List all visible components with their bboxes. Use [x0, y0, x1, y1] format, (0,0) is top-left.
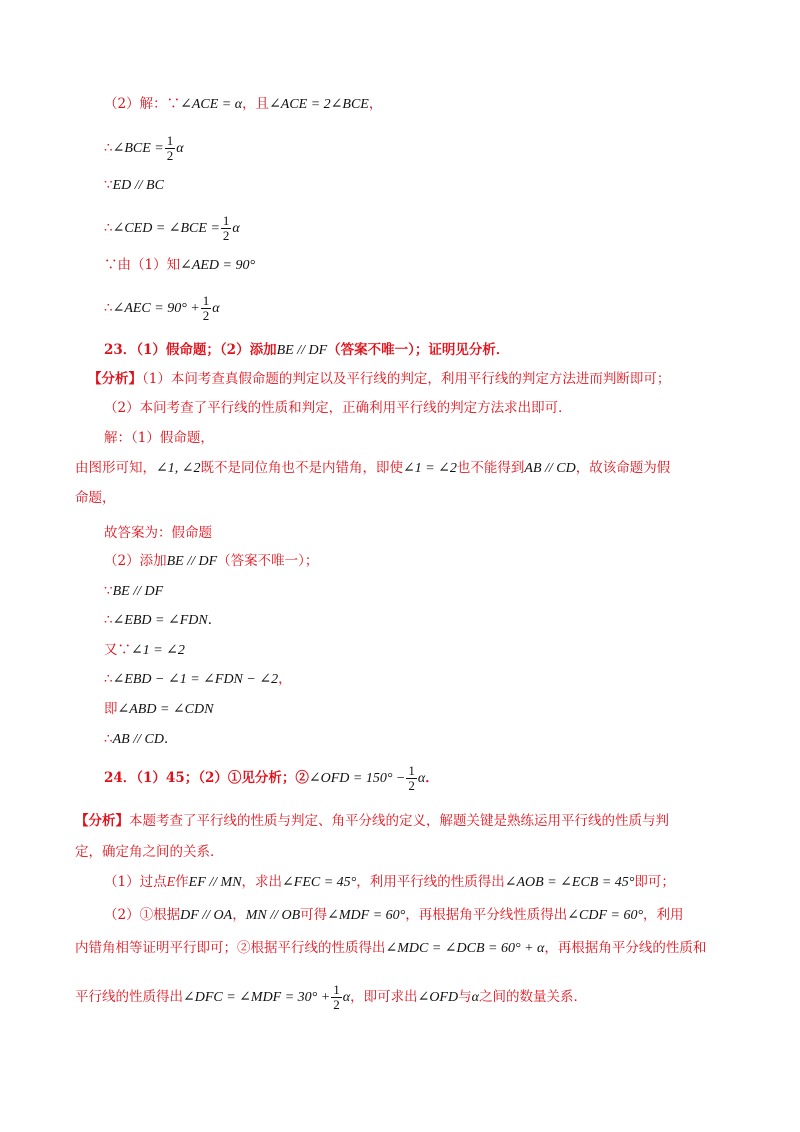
- q23-solution-8: [104, 641, 185, 660]
- math-expr: ∠1 = ∠2: [131, 643, 185, 658]
- fraction-numerator: 1: [333, 982, 340, 997]
- text-fragment: （2）添加: [104, 553, 167, 569]
- q23-solution-4: [104, 524, 212, 542]
- math-expr: ∠EBD = ∠FDN: [112, 613, 208, 628]
- because-symbol: ∵: [104, 583, 113, 599]
- math-expr: ∠OFD = 150° −: [308, 771, 406, 786]
- q24-analysis-2: [75, 843, 224, 861]
- q24-point-4: [75, 983, 587, 1012]
- therefore-symbol: ∴: [104, 731, 113, 747]
- math-expr: α: [232, 221, 240, 236]
- math-expr: ∠CED = ∠BCE =: [112, 221, 220, 236]
- therefore-symbol: ∴: [104, 671, 113, 687]
- math-expr: α: [471, 990, 479, 1005]
- math-expr: ∠CDF = 60°: [567, 908, 644, 923]
- math-expr: α: [176, 141, 184, 156]
- math-expr: ∠BCE =: [112, 141, 164, 156]
- fraction-denominator: 2: [408, 778, 415, 793]
- math-expr: ∠AOB = ∠ECB = 45°: [504, 875, 635, 890]
- math-expr: ∠ACE = 2∠BCE: [269, 97, 369, 112]
- therefore-symbol: ∴: [104, 300, 113, 316]
- math-expr: ∠ACE = α: [180, 97, 243, 112]
- text-fragment: ．: [207, 612, 222, 628]
- line-part2-aec: [104, 294, 220, 323]
- q23-solution-1: [104, 429, 214, 447]
- text-fragment: （2）①根据: [104, 907, 181, 923]
- because-symbol: ∵: [166, 96, 181, 112]
- text-fragment: （答案不唯一）；证明见分析．: [327, 342, 510, 358]
- fraction-denominator: 2: [166, 148, 174, 163]
- therefore-symbol: ∴: [104, 220, 113, 236]
- fraction: [221, 214, 232, 243]
- math-expr: α: [417, 771, 426, 786]
- math-expr: ∠1 = ∠2: [402, 461, 457, 476]
- text-fragment: （1）本问考查真假命题的判定以及平行线的判定，利用平行线的判定方法进而判断即可；: [142, 371, 671, 387]
- line-part2-aed: [104, 256, 255, 275]
- fraction-numerator: 1: [408, 763, 415, 778]
- line-part2-parallel: [104, 176, 164, 195]
- text-fragment: 平行线的性质得出: [75, 989, 183, 1005]
- q24-analysis-1: [75, 812, 669, 830]
- text-fragment: ，: [232, 907, 246, 923]
- q23-solution-5: [104, 552, 318, 571]
- text-fragment: 又: [104, 642, 118, 658]
- text-fragment: 命题，: [75, 490, 116, 506]
- q23-solution-7: [104, 611, 221, 630]
- text-fragment: ，利用平行线的性质得出: [356, 874, 505, 890]
- math-expr: ∠1, ∠2: [156, 461, 201, 476]
- text-fragment: 解：（1）假命题，: [104, 430, 214, 446]
- math-expr: MN // OB: [245, 908, 301, 923]
- text-fragment: 也不能得到: [456, 460, 525, 476]
- text-fragment: 由（1）知: [117, 257, 181, 273]
- q23-analysis-1: [88, 370, 670, 388]
- text-fragment: 即可；: [634, 874, 675, 890]
- text-fragment: 由图形可知，: [75, 460, 156, 476]
- math-expr: AB // CD: [112, 732, 164, 747]
- math-expr: BE // DF: [166, 554, 218, 569]
- fraction-denominator: 2: [333, 997, 340, 1012]
- math-expr: ∠EBD − ∠1 = ∠FDN − ∠2: [112, 672, 279, 687]
- fraction: [165, 134, 176, 163]
- q23-solution-3: [75, 489, 116, 507]
- text-fragment: 作: [175, 874, 189, 890]
- math-expr: ∠FEC = 45°: [282, 875, 357, 890]
- line-part2-bce: [104, 134, 184, 163]
- q24-point-2: [104, 906, 684, 925]
- fraction-denominator: 2: [222, 228, 230, 243]
- q23-answer-header: [104, 341, 509, 360]
- math-expr: α: [342, 990, 351, 1005]
- text-fragment: ．: [163, 731, 178, 747]
- text-fragment: ．: [425, 770, 439, 786]
- text-fragment: ，且: [242, 96, 270, 112]
- text-fragment: ，: [278, 671, 292, 687]
- therefore-symbol: ∴: [104, 140, 113, 156]
- math-expr: BE // DF: [276, 343, 328, 358]
- text-fragment: ，利用: [643, 907, 684, 923]
- math-expr: ∠MDC = ∠DCB = 60° + α: [385, 941, 545, 956]
- text-fragment: （2）本问考查了平行线的性质和判定，正确利用平行线的判定方法求出即可．: [104, 400, 572, 416]
- text-fragment: 既不是同位角也不是内错角，即使: [200, 460, 403, 476]
- q23-solution-2: [75, 459, 670, 478]
- math-expr: E: [166, 875, 176, 890]
- math-expr: ∠AEC = 90° +: [112, 301, 200, 316]
- text-fragment: 本题考查了平行线的性质与判定、角平分线的定义，解题关键是熟练运用平行线的性质与判: [129, 813, 669, 829]
- q24-point-3: [75, 939, 706, 958]
- therefore-symbol: ∴: [104, 612, 113, 628]
- math-expr: AB // CD: [524, 461, 576, 476]
- q24-answer-header: [104, 764, 439, 793]
- math-expr: DF // OA: [180, 908, 233, 923]
- q23-solution-9: [104, 670, 292, 689]
- q23-solution-11: [104, 730, 177, 749]
- text-fragment: 内错角相等证明平行即可；②根据平行线的性质得出: [75, 940, 386, 956]
- math-expr: ∠MDF = 60°: [327, 908, 406, 923]
- text-fragment: ，故该命题为假: [575, 460, 671, 476]
- text-fragment: 23．（1）假命题；（2）添加: [104, 342, 277, 358]
- text-fragment: ，即可求出: [350, 989, 418, 1005]
- text-fragment: 之间的数量关系．: [478, 989, 587, 1005]
- fraction: [406, 764, 417, 793]
- fraction-numerator: 1: [202, 293, 210, 308]
- text-fragment: （1）过点: [104, 874, 167, 890]
- text-fragment: ，: [368, 96, 383, 112]
- math-expr: ∠OFD: [417, 990, 459, 1005]
- text-fragment: 即: [104, 701, 118, 717]
- math-expr: BE // DF: [112, 584, 164, 599]
- math-expr: ∠DFC = ∠MDF = 30° +: [183, 990, 331, 1005]
- text-fragment: 故答案为：假命题: [104, 525, 212, 541]
- math-expr: ∠ABD = ∠CDN: [117, 702, 214, 717]
- part2-label: （2）解：: [104, 96, 167, 112]
- analysis-tag: 【分析】: [75, 813, 129, 829]
- math-expr: ∠AED = 90°: [180, 258, 256, 273]
- q23-analysis-2: [104, 399, 572, 417]
- fraction-numerator: 1: [166, 133, 174, 148]
- math-expr: EF // MN: [188, 875, 242, 890]
- because-symbol: ∵: [104, 177, 113, 193]
- q23-solution-6: [104, 582, 163, 601]
- fraction: [201, 294, 212, 323]
- q24-point-1: [104, 873, 675, 892]
- math-expr: α: [212, 301, 220, 316]
- text-fragment: ，求出: [241, 874, 283, 890]
- math-expr: ED // BC: [112, 178, 164, 193]
- text-fragment: （答案不唯一）；: [217, 553, 319, 569]
- text-fragment: 定，确定角之间的关系．: [75, 844, 224, 860]
- text-fragment: 可得: [300, 907, 328, 923]
- analysis-tag: 【分析】: [88, 371, 142, 387]
- q23-solution-10: [104, 700, 213, 719]
- fraction-numerator: 1: [222, 213, 230, 228]
- line-part2-given: [104, 95, 382, 114]
- fraction-denominator: 2: [202, 308, 210, 323]
- line-part2-ced: [104, 214, 240, 243]
- text-fragment: 与: [458, 989, 472, 1005]
- because-symbol: ∵: [117, 642, 131, 658]
- text-fragment: ，再根据角平分线的性质和: [544, 940, 707, 956]
- fraction: [331, 983, 342, 1012]
- because-symbol: ∵: [104, 257, 118, 273]
- text-fragment: ，再根据角平分线性质得出: [405, 907, 568, 923]
- text-fragment: 24．（1）45；（2）①见分析；②: [104, 770, 309, 786]
